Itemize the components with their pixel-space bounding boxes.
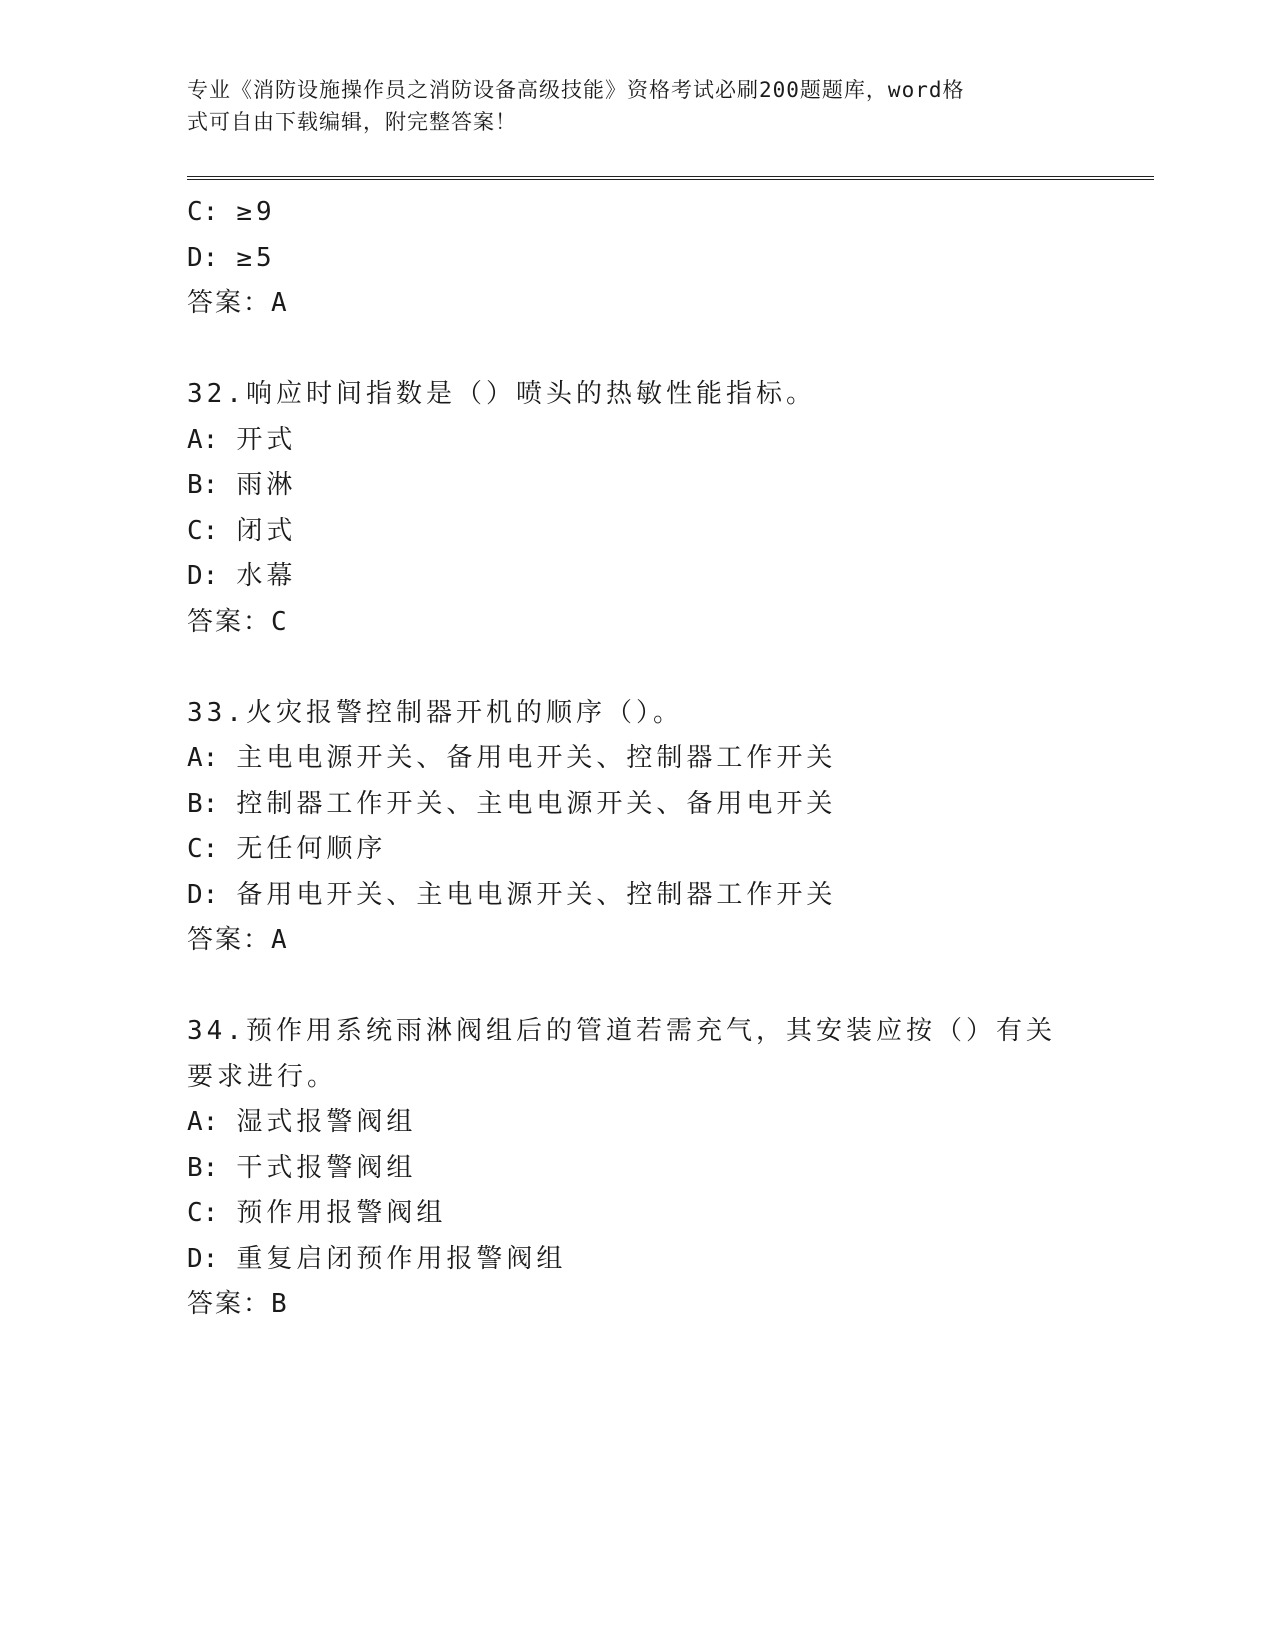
answer-label: 答案： [187, 606, 272, 637]
question-32 [187, 372, 1087, 645]
answer-value: A [271, 288, 289, 318]
option-text: 雨淋 [236, 470, 297, 500]
option-d [187, 236, 1087, 282]
option-key: B: [187, 470, 219, 500]
option-key: B: [187, 1152, 219, 1183]
answer-label: 答案： [187, 1289, 272, 1319]
option-c [187, 509, 1087, 555]
spacer [187, 327, 1087, 373]
option-key: D: [187, 1243, 219, 1274]
spacer [187, 645, 1087, 691]
answer-label: 答案： [187, 925, 272, 955]
option-a [187, 418, 1087, 464]
answer-value: B [271, 1289, 289, 1319]
question-33 [187, 691, 1087, 964]
option-text: 预作用报警阀组 [236, 1198, 447, 1228]
question-stem: 33.火灾报警控制器开机的顺序（）。 [187, 697, 683, 728]
option-key: A: [187, 1107, 219, 1137]
option-b [187, 463, 1087, 509]
option-text: 湿式报警阀组 [236, 1107, 417, 1137]
option-key: C: [187, 1198, 219, 1228]
option-a [187, 1100, 1087, 1146]
option-c [187, 190, 1087, 236]
option-d [187, 1237, 1087, 1283]
option-text: 主电电源开关、备用电开关、控制器工作开关 [236, 743, 837, 773]
option-key: D: [187, 242, 219, 273]
option-key: A: [187, 424, 219, 455]
answer-line [187, 281, 1087, 327]
question-stem: 32.响应时间指数是（）喷头的热敏性能指标。 [187, 379, 816, 409]
option-key: D: [187, 879, 219, 910]
option-a [187, 736, 1087, 782]
option-text: 干式报警阀组 [236, 1152, 417, 1183]
header-title-line-1: 专业《消防设施操作员之消防设备高级技能》资格考试必刷200题题库，word格 [187, 78, 965, 102]
option-text: ≥5 [236, 242, 276, 273]
question-34 [187, 1009, 1087, 1328]
option-text: ≥9 [236, 197, 276, 227]
answer-label: 答案： [187, 288, 272, 318]
option-b [187, 782, 1087, 828]
prev-question-block [187, 190, 1087, 327]
option-key: C: [187, 834, 219, 864]
option-text: 水幕 [236, 561, 297, 591]
answer-value: C [271, 606, 289, 637]
document-header [187, 74, 1067, 138]
spacer [187, 964, 1087, 1010]
option-key: D: [187, 561, 219, 591]
answer-line [187, 918, 1087, 964]
answer-line [187, 1282, 1087, 1328]
option-c [187, 1191, 1087, 1237]
question-stem: 34.预作用系统雨淋阀组后的管道若需充气，其安装应按（）有关要求进行。 [187, 1016, 1056, 1092]
option-text: 无任何顺序 [236, 834, 387, 864]
answer-value: A [271, 925, 289, 955]
header-title-line-2: 式可自由下载编辑，附完整答案！ [187, 110, 517, 134]
option-key: C: [187, 515, 219, 546]
option-text: 备用电开关、主电电源开关、控制器工作开关 [236, 879, 837, 910]
answer-line [187, 600, 1087, 646]
option-key: C: [187, 197, 219, 227]
option-key: A: [187, 743, 219, 773]
option-text: 开式 [236, 424, 297, 455]
option-text: 控制器工作开关、主电电源开关、备用电开关 [236, 788, 837, 819]
option-d [187, 554, 1087, 600]
option-d [187, 873, 1087, 919]
question-list [187, 190, 1087, 1328]
option-text: 闭式 [236, 515, 297, 546]
option-c [187, 827, 1087, 873]
header-divider [187, 176, 1154, 180]
option-key: B: [187, 788, 219, 819]
option-b [187, 1146, 1087, 1192]
option-text: 重复启闭预作用报警阀组 [236, 1243, 567, 1274]
